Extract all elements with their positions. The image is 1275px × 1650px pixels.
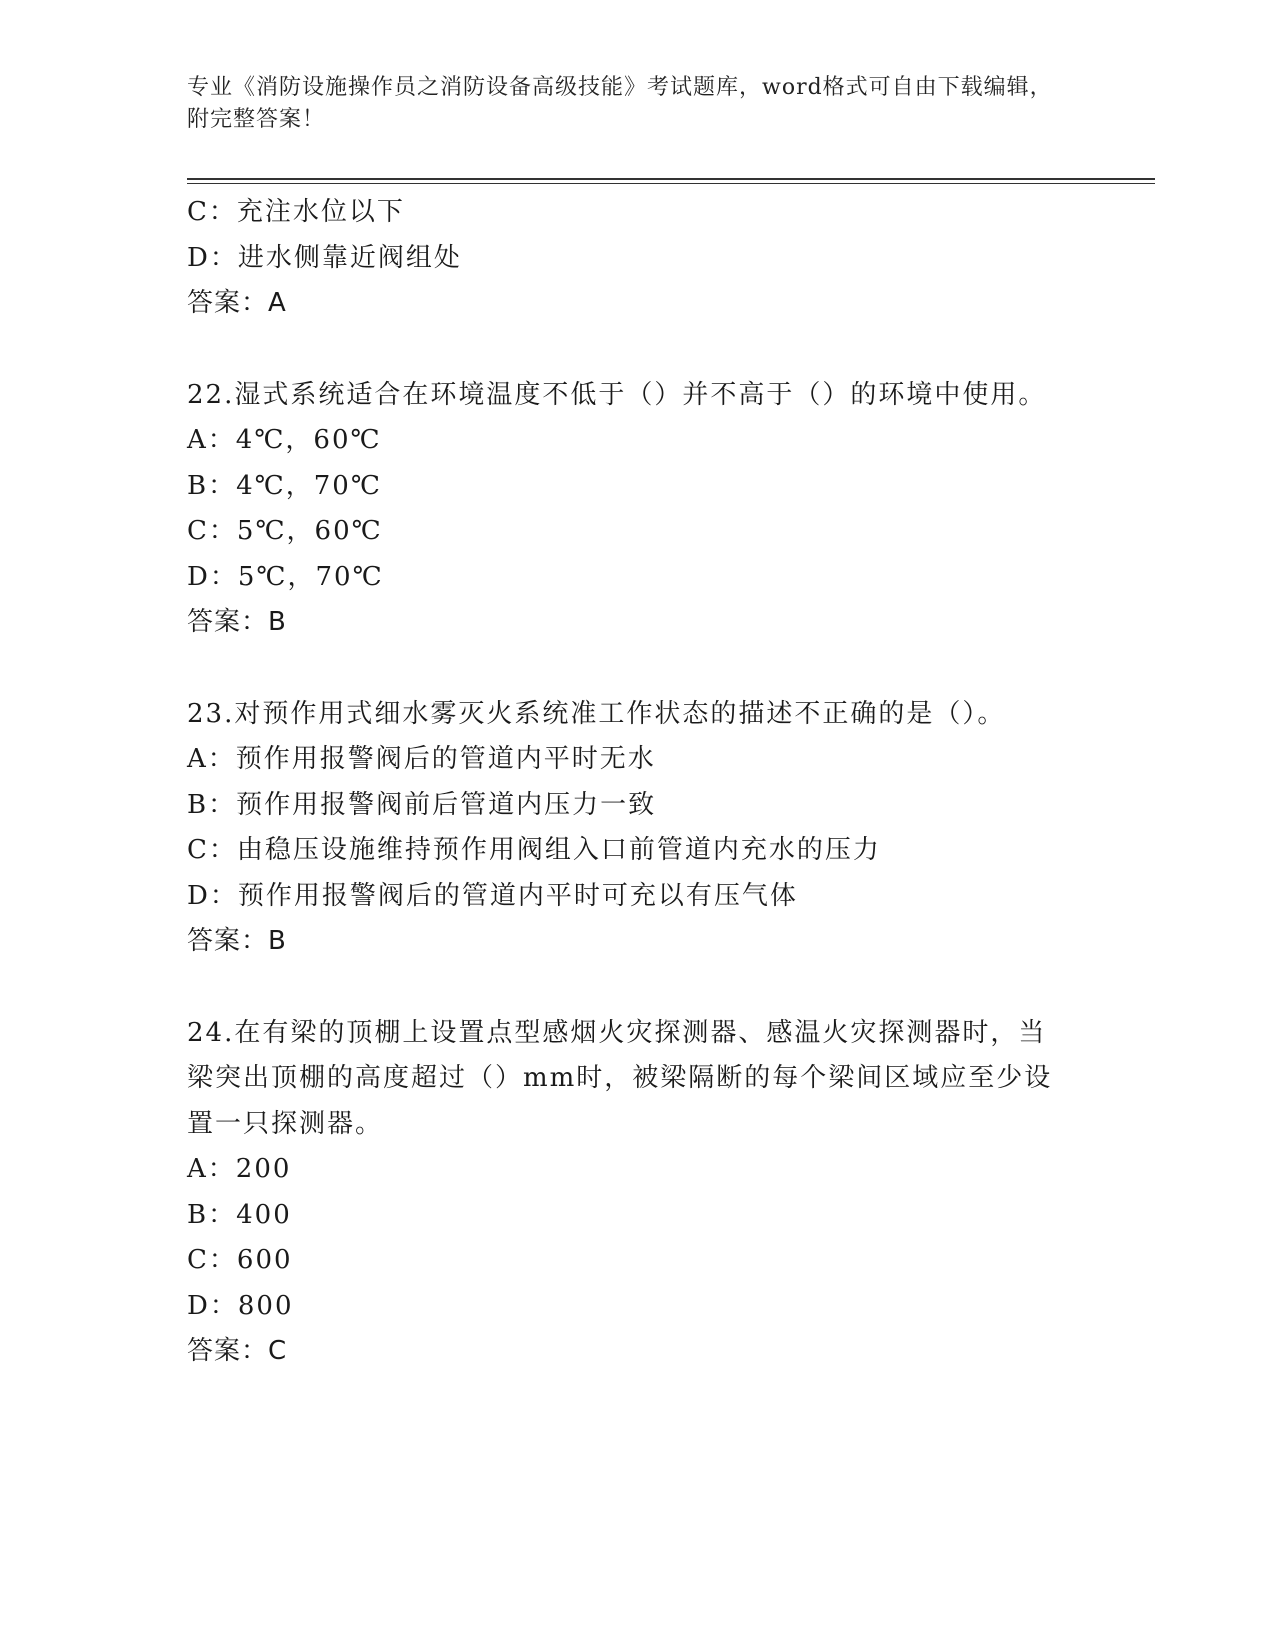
question-stem: 22.湿式系统适合在环境温度不低于（）并不高于（）的环境中使用。 [187, 379, 1047, 410]
question-stem: 24.在有梁的顶棚上设置点型感烟火灾探测器、感温火灾探测器时，当梁突出顶棚的高度超过（）mm时，被梁隔断的每个梁间区域应至少设置一只探测器。 [187, 1017, 1053, 1139]
option-label: D： [187, 242, 238, 273]
answer-line: 答案：B [187, 926, 287, 956]
option-c [187, 828, 1087, 874]
option-text: 4℃，60℃ [235, 425, 382, 455]
option-text: 800 [237, 1290, 294, 1321]
answer-line: 答案：A [187, 288, 287, 318]
question-24 [187, 1011, 1087, 1375]
option-text: 5℃，70℃ [237, 561, 384, 592]
question-stem: 23.对预作用式细水雾灭火系统准工作状态的描述不正确的是（）。 [187, 698, 1006, 729]
option-text: 预作用报警阀后的管道内平时无水 [235, 744, 656, 774]
option-label: D： [187, 561, 238, 592]
page-header: 专业《消防设施操作员之消防设备高级技能》考试题库，word格式可自由下载编辑，附完整答案！ [187, 75, 1053, 132]
header-rule-thin [187, 183, 1155, 184]
option-label: A： [187, 1154, 236, 1184]
option-label: B： [187, 789, 237, 820]
option-label: B： [187, 1199, 237, 1230]
option-b [187, 1193, 1087, 1239]
option-d [187, 1284, 1087, 1330]
option-a [187, 418, 1087, 464]
option-label: C： [187, 1245, 237, 1275]
question-22 [187, 373, 1087, 646]
question-23 [187, 692, 1087, 965]
option-d [187, 874, 1087, 920]
option-text: 600 [236, 1245, 293, 1275]
option-a [187, 737, 1087, 783]
option-label: A： [187, 425, 236, 455]
option-text: 预作用报警阀前后管道内压力一致 [236, 789, 657, 820]
document-body [187, 190, 1087, 1375]
answer-line: 答案：B [187, 607, 287, 637]
option-c [187, 190, 1087, 236]
option-label: D： [187, 880, 238, 911]
option-text: 5℃，60℃ [236, 516, 383, 546]
option-text: 预作用报警阀后的管道内平时可充以有压气体 [237, 880, 798, 911]
option-text: 进水侧靠近阀组处 [237, 242, 462, 273]
option-label: B： [187, 470, 237, 501]
option-d [187, 236, 1087, 282]
option-text: 400 [236, 1199, 292, 1230]
option-text: 充注水位以下 [236, 197, 405, 227]
option-text: 200 [235, 1154, 292, 1184]
option-c [187, 509, 1087, 555]
option-label: C： [187, 516, 237, 546]
option-label: C： [187, 197, 237, 227]
option-b [187, 464, 1087, 510]
option-label: D： [187, 1290, 238, 1321]
option-b [187, 783, 1087, 829]
option-a [187, 1147, 1087, 1193]
header-rule-thick [187, 178, 1155, 180]
option-label: C： [187, 835, 237, 865]
option-label: A： [187, 744, 236, 774]
option-d [187, 555, 1087, 601]
option-text: 由稳压设施维持预作用阀组入口前管道内充水的压力 [236, 835, 881, 865]
option-text: 4℃，70℃ [236, 470, 382, 501]
option-c [187, 1238, 1087, 1284]
answer-line: 答案：C [187, 1336, 288, 1366]
